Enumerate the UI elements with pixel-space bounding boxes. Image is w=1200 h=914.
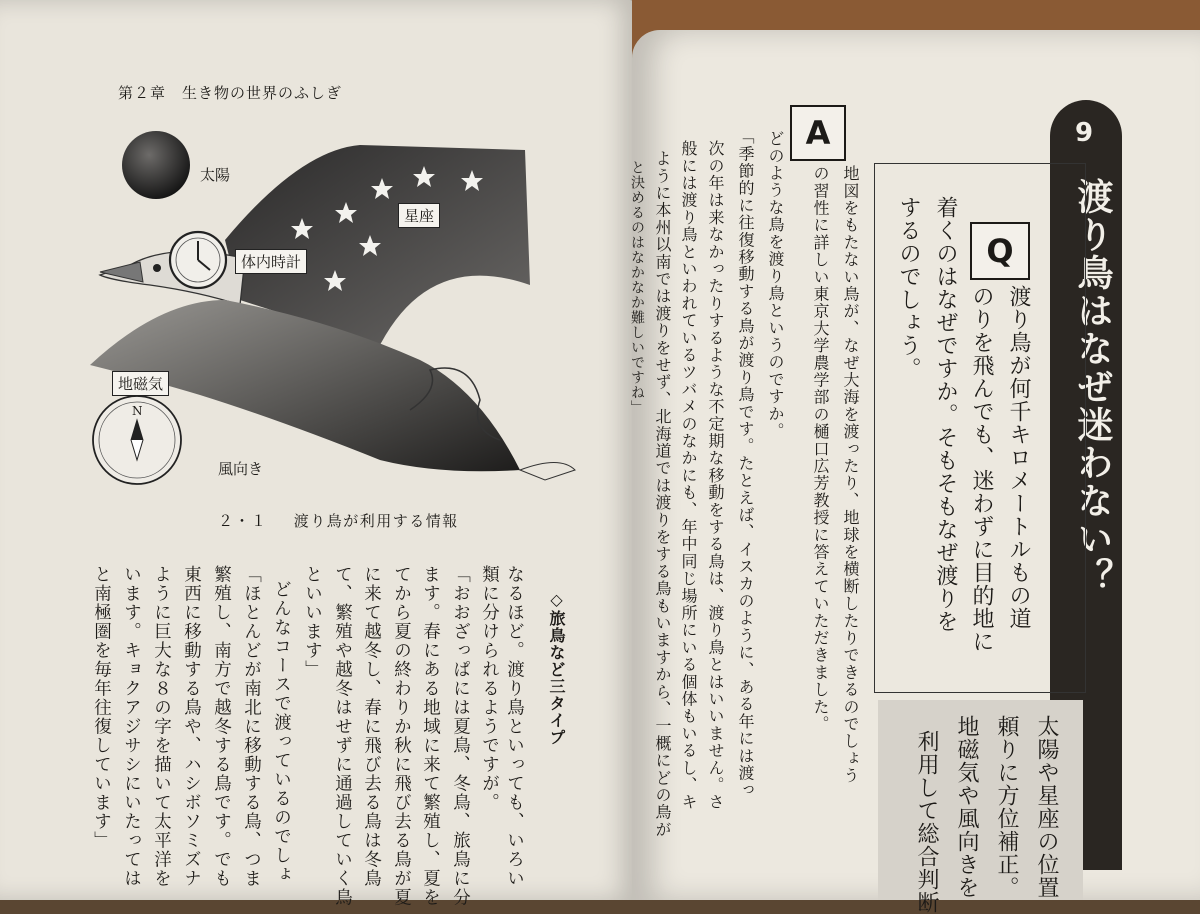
summary-text-col: 頼りに方位補正。 [994, 715, 1019, 899]
left-text-col: といいます」 [302, 565, 323, 679]
summary-text-col: 利用して総合判断 [914, 730, 939, 914]
left-text-col: て、繁殖や越冬はせずに通過していく鳥 [332, 565, 353, 907]
answer-text-col: どのような鳥を渡り鳥というのですか。 [766, 130, 785, 440]
left-text-col: 「おおざっぱには夏鳥、冬鳥、旅鳥に分 [450, 565, 471, 907]
figure-caption [218, 510, 459, 531]
geomagnetism-label: 地磁気 [112, 371, 169, 396]
answer-text-col: 地図をもたない鳥が、なぜ大海を渡ったり、地球を横断したりできるのでしょう [841, 165, 860, 785]
body-clock-icon [170, 232, 226, 288]
migration-figure [0, 0, 640, 520]
sun-label: 太陽 [200, 166, 231, 184]
question-text-col: するのでしょう。 [896, 196, 921, 380]
answer-text-col: と決めるのはなかなか難しいですね」 [629, 160, 645, 415]
answer-badge: A [790, 105, 846, 161]
summary-text-col: 地磁気や風向きを [954, 715, 979, 899]
figure-caption-number: ２・１ [218, 512, 268, 530]
constellation-label: 星座 [398, 203, 440, 228]
left-text-col: と南極圏を毎年往復しています」 [91, 565, 112, 850]
page-title: 渡り鳥はなぜ迷わない？ [1072, 178, 1113, 596]
left-text-col: どんなコースで渡っているのでしょ [271, 580, 292, 884]
sidebar-heading: ◇旅鳥など三タイプ [547, 590, 566, 746]
figure-caption-text: 渡り鳥が利用する情報 [293, 512, 459, 530]
running-head: 第２章 生き物の世界のふしぎ [118, 84, 343, 102]
left-text-col: 東西に移動する鳥や、ハシボソミズナ [181, 565, 202, 888]
wind-label: 風向き [218, 460, 264, 478]
sun-shape [122, 131, 190, 199]
answer-text-col: 般には渡り鳥といわれているツバメのなかにも、年中同じ場所にいる個体もいるし、キ [679, 140, 698, 811]
question-text-col: 渡り鳥が何千キロメートルもの道 [1006, 285, 1031, 630]
left-text-col: ます。春にある地域に来て繁殖し、夏を [420, 565, 441, 907]
question-text-col: 着くのはなぜですか。そもそもなぜ渡りを [933, 196, 958, 633]
question-badge: Q [970, 222, 1030, 280]
answer-text-col: の習性に詳しい東京大学農学部の樋口広芳教授に答えていただきました。 [811, 165, 830, 733]
compass-north-label: N [132, 404, 143, 418]
left-text-col: います。キョクアジサシにいたっては [121, 565, 142, 888]
answer-text-col: ように本州以南では渡りをせず、北海道では渡りをする鳥もいますから、一概にどの鳥が [653, 150, 672, 838]
left-text-col: 「ほとんどが南北に移動する鳥、つま [241, 565, 262, 888]
answer-text-col: 「季節的に往復移動する鳥が渡り鳥です。たとえば、イスカのように、ある年には渡っ [736, 128, 755, 799]
body-clock-label: 体内時計 [235, 249, 307, 274]
question-text-col: のりを飛んでも、迷わずに目的地に [969, 285, 994, 653]
left-text-col: 繁殖し、南方で越冬する鳥です。でも [211, 565, 232, 888]
left-text-col: に来て越冬し、春に飛び去る鳥は冬鳥 [361, 565, 382, 888]
left-text-col: ように巨大な８の字を描いて太平洋を [151, 565, 172, 888]
left-text-col: 類に分けられるようですが。 [479, 565, 500, 812]
summary-text-col: 太陽や星座の位置 [1034, 715, 1059, 899]
left-text-col: なるほど。渡り鳥といっても、いろい [504, 565, 525, 888]
chapter-number: 9 [1075, 118, 1094, 148]
left-text-col: てから夏の終わりか秋に飛び去る鳥が夏 [391, 565, 412, 907]
answer-text-col: 次の年は来なかったりするような不定期な移動をする鳥は、渡り鳥とはいいません。さ [706, 140, 725, 811]
